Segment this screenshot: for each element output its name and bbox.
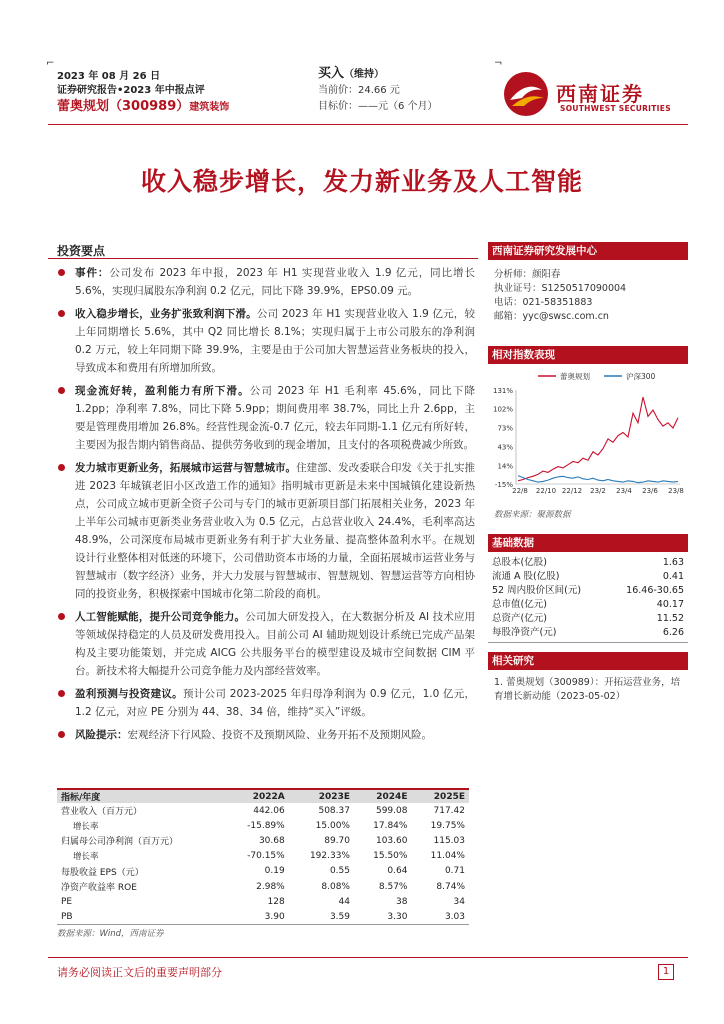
- table-cell: 2.98%: [256, 881, 285, 892]
- table-cell: 89.70: [324, 835, 350, 846]
- highlight-lead: 人工智能赋能，提升公司竞争能力。: [75, 611, 246, 623]
- corner-mark: ¬: [494, 58, 503, 69]
- table-header-row: [57, 789, 469, 803]
- x-tick-label: 23/6: [642, 487, 658, 495]
- table-cell: 每股收益 EPS（元）: [61, 867, 144, 878]
- table-cell: 营业收入（百万元）: [61, 807, 143, 818]
- table-cell: PE: [61, 896, 73, 907]
- analyst-name: 分析师：颜阳春: [494, 269, 561, 280]
- series-line-1: [518, 476, 678, 483]
- series-line-0: [518, 397, 678, 481]
- current-price: 当前价：24.66 元: [318, 85, 400, 96]
- table-cell: 3.90: [227, 909, 289, 924]
- highlight-lead: 风险提示：: [75, 729, 128, 741]
- report-title: 收入稳步增长，发力新业务及人工智能: [140, 167, 583, 196]
- table-cell: 0.64: [387, 866, 408, 877]
- company-name: 蕾奥规划（300989）: [57, 99, 190, 114]
- basic-data-row: [488, 612, 688, 626]
- x-tick-label: 22/8: [512, 487, 528, 495]
- basic-data-value: 6.26: [662, 627, 684, 638]
- table-cell: 38: [396, 896, 408, 907]
- highlight-lead: 盈利预测与投资建议。: [75, 688, 183, 700]
- basic-data-value: 16.46-30.65: [626, 585, 684, 596]
- highlights-heading: 投资要点: [57, 244, 106, 258]
- y-tick-label: 131%: [492, 387, 513, 395]
- basic-data-value: 11.52: [656, 613, 684, 624]
- logo-subtitle: SOUTHWEST SECURITIES: [560, 104, 671, 113]
- highlight-lead: 发力城市更新业务，拓展城市运营与智慧城市。: [75, 462, 297, 474]
- analyst-license: 执业证号：S1250517090004: [494, 283, 627, 294]
- table-cell: 19.75%: [430, 820, 465, 831]
- table-cell: 0.55: [329, 866, 350, 877]
- bullet-icon: [58, 387, 65, 394]
- table-cell: 103.60: [375, 835, 408, 846]
- report-header: [57, 70, 229, 117]
- rating: [318, 66, 438, 83]
- x-tick-label: 23/8: [668, 487, 684, 495]
- highlight-item: [57, 305, 475, 377]
- basic-data-key: 每股净资产(元): [492, 627, 557, 638]
- header-divider: [48, 124, 688, 125]
- chart-source: 数据来源：聚源数据: [494, 510, 571, 520]
- table-cell: 3.03: [411, 909, 469, 924]
- highlight-lead: 事件：: [75, 267, 110, 279]
- highlight-text: 公司 2023 年 H1 实现营业收入 1.9 亿元，较上年同期增长 5.6%，其中 Q2 同比增长 8.1%；实现归属于上市公司股东的净利润 0.2 万元，较上年同期下降 39.9%，主要是由于公司加大智慧运营业务板块的投入，导致成本和费用有所增加所致。: [75, 308, 475, 374]
- y-tick-label: 14%: [497, 462, 513, 471]
- table-cell: 30.68: [258, 835, 285, 846]
- table-cell: -15.89%: [247, 820, 285, 831]
- chart-panel-header: 相对指数表现: [488, 346, 688, 364]
- table-row: [57, 849, 469, 864]
- table-cell: 34: [453, 896, 465, 907]
- report-date: 2023 年 08 月 26 日: [57, 71, 161, 82]
- highlight-item: [57, 382, 475, 454]
- highlights-divider: [48, 258, 478, 259]
- logo-name: 西南证券: [556, 82, 644, 106]
- highlights-list: [57, 264, 475, 749]
- y-tick-label: -15%: [494, 481, 513, 489]
- bullet-icon: [58, 464, 65, 471]
- table-cell: 增长率: [73, 852, 99, 863]
- table-cell: PB: [57, 909, 227, 924]
- table-row: [57, 803, 469, 818]
- column-header: 2022A: [227, 789, 289, 803]
- bullet-icon: [58, 269, 65, 276]
- highlight-text: 住建部、发改委联合印发《关于扎实推进 2023 年城镇老旧小区改造工作的通知》指明城市更新是未来中国城镇化建设新热点，公司成立城市更新全资子公司与专门的城市更新项目部门拓展相关业务，2023 年上半年公司城市更新类业务营业收入为 0.5 亿元，占总营业收入 24.4%，毛利率高达 48.9%，公司深度布局城市更新业务有利于扩大业务量、提高整体盈利水平。在规划设计行业整体相对低迷的环境下，公司借助资本市场的力量，全面拓展城市运营业务与智慧城市（数字经济）业务，并大力发展与智慧城市、智慧规划、智慧运营等方向相协同的投资业务，积极探索中国城市化第二阶段的商机。: [75, 462, 476, 600]
- basic-data-key: 总市值(亿元): [492, 599, 547, 610]
- analyst-email: 邮箱：yyc@swsc.com.cn: [494, 311, 609, 322]
- table-cell: 0.19: [264, 866, 285, 877]
- x-tick-label: 22/12: [561, 487, 583, 495]
- relative-performance-panel: [488, 346, 688, 520]
- table-row: [57, 818, 469, 833]
- table-cell: 717.42: [433, 805, 465, 816]
- y-tick-label: 73%: [497, 424, 513, 433]
- x-tick-label: 23/2: [590, 487, 606, 495]
- basic-data-value: 0.41: [662, 571, 684, 582]
- related-research-item[interactable]: 1. 蕾奥规划（300989）：开拓运营业务，培育增长新动能（2023-05-02）: [494, 677, 681, 702]
- table-cell: 15.00%: [315, 820, 350, 831]
- basic-data-key: 流通 A 股(亿股): [492, 571, 560, 582]
- basic-data-row: [488, 598, 688, 612]
- basic-data-key: 总股本(亿股): [492, 557, 547, 568]
- highlight-text: 公司 2023 年 H1 毛利率 45.6%，同比下降 1.2pp；净利率 7.8%，同比下降 5.9pp；期间费用率 38.7%，同比上升 2.6pp，主要是管理费用增加 26.8%。经营性现金流-0.7 亿元，较去年同期-1.1 亿元有所好转，主要因为报告期内销售商品、提供劳务收到的现金增加，且支付的各项税费减少所致。: [75, 385, 476, 451]
- basic-data-row: [488, 626, 688, 640]
- x-tick-label: 23/4: [616, 487, 632, 495]
- table-cell: 8.08%: [321, 881, 350, 892]
- report-type: 证券研究报告•2023 年中报点评: [57, 85, 205, 96]
- bullet-icon: [58, 731, 65, 738]
- highlight-lead: 现金流好转，盈利能力有所下滑。: [75, 385, 250, 397]
- rating-note: （维持）: [344, 69, 385, 80]
- table-row: [57, 833, 469, 848]
- related-research-header: 相关研究: [488, 652, 688, 670]
- highlight-text: 宏观经济下行风险、投资不及预期风险、业务开拓不及预期风险。: [127, 729, 432, 741]
- forecast-table: [57, 788, 469, 925]
- legend-label: 蕾奥规划: [560, 372, 590, 381]
- target-price: 目标价：——元（6 个月）: [318, 101, 438, 112]
- table-cell: 192.33%: [309, 851, 350, 862]
- table-cell: 8.57%: [378, 881, 408, 892]
- analyst-phone: 电话：021-58351883: [494, 297, 593, 308]
- bullet-icon: [58, 613, 65, 620]
- bullet-icon: [58, 310, 65, 317]
- related-research-panel: [488, 652, 688, 708]
- table-row: [57, 879, 469, 894]
- basic-data-row: [488, 570, 688, 584]
- highlight-lead: 收入稳步增长，业务扩张致利润下滑。: [75, 308, 257, 320]
- highlight-text: 公司加大研发投入，在大数据分析及 AI 技术应用等领域保持稳定的人员及研发费用投入。目前公司 AI 辅助规划设计系统已完成产品架构及主要功能策划，并完成 AICG 公共服务平台的模型建设及城市空间数据 CIM 平台。新技术将大幅提升公司竞争能力及内部经营效率。: [75, 611, 475, 677]
- table-cell: 599.08: [375, 805, 408, 816]
- relative-performance-chart: [488, 364, 688, 504]
- highlight-item: [57, 608, 475, 680]
- highlight-item: [57, 685, 475, 721]
- table-cell: 0.71: [444, 866, 465, 877]
- basic-data-key: 总资产(亿元): [492, 613, 547, 624]
- highlight-item: [57, 459, 475, 603]
- basic-data-row: [488, 556, 688, 570]
- highlight-item: [57, 264, 475, 300]
- table-cell: -70.15%: [247, 851, 285, 862]
- company-line: [57, 98, 229, 117]
- highlight-item: [57, 726, 475, 744]
- table-cell: 8.74%: [436, 881, 465, 892]
- footer-disclaimer: 请务必阅读正文后的重要声明部分: [57, 966, 222, 979]
- table-cell: 17.84%: [373, 820, 408, 831]
- basic-data-row: [488, 584, 688, 598]
- table-cell: 11.04%: [430, 851, 465, 862]
- legend-label: 沪深300: [626, 372, 656, 381]
- table-cell: 115.03: [433, 835, 465, 846]
- table-row: [57, 909, 469, 924]
- rating-value: 买入: [318, 66, 345, 81]
- basic-data-panel: [488, 534, 688, 643]
- analyst-panel: [488, 242, 688, 328]
- table-cell: 44: [338, 896, 350, 907]
- basic-data-value: 1.63: [662, 557, 684, 568]
- highlight-text: 预计公司 2023-2025 年归母净利润为 0.9 亿元，1.0 亿元，1.2 亿元，对应 PE 分别为 44、38、34 倍，维持“买入”评级。: [75, 688, 475, 718]
- highlight-text: 公司发布 2023 年中报，2023 年 H1 实现营业收入 1.9 亿元，同比增长 5.6%，实现归属股东净利润 0.2 亿元，同比下降 39.9%，EPS0.09 元。: [75, 267, 476, 297]
- table-cell: 增长率: [73, 821, 99, 832]
- table-row: [57, 864, 469, 879]
- rating-block: [318, 66, 438, 115]
- table-cell: 归属母公司净利润（百万元）: [61, 837, 179, 848]
- table-cell: 508.37: [318, 805, 350, 816]
- corner-mark: ⌐: [46, 58, 55, 69]
- industry: 建筑装饰: [189, 102, 230, 113]
- column-header: 2025E: [411, 789, 469, 803]
- x-tick-label: 22/10: [535, 487, 557, 495]
- page-number: 1: [658, 964, 674, 980]
- footer-divider: [48, 957, 688, 958]
- table-source: 数据来源：Wind，西南证券: [57, 929, 164, 939]
- bullet-icon: [58, 690, 65, 697]
- y-tick-label: 102%: [492, 405, 513, 414]
- analyst-panel-header: 西南证券研究发展中心: [488, 242, 688, 260]
- basic-data-value: 40.17: [656, 599, 684, 610]
- table-cell: 128: [267, 896, 285, 907]
- table-cell: 442.06: [253, 805, 285, 816]
- analyst-info: [488, 260, 688, 328]
- y-tick-label: 43%: [497, 443, 513, 452]
- column-header: 指标/年度: [57, 789, 227, 803]
- table-row: [57, 894, 469, 909]
- basic-data-key: 52 周内股价区间(元): [492, 585, 582, 596]
- column-header: 2024E: [354, 789, 411, 803]
- table-cell: 净资产收益率 ROE: [61, 883, 137, 894]
- table-cell: 15.50%: [373, 851, 408, 862]
- basic-data-header: 基础数据: [488, 534, 688, 552]
- table-cell: 3.59: [289, 909, 354, 924]
- basic-data-list: [488, 552, 688, 643]
- table-cell: 3.30: [354, 909, 411, 924]
- column-header: 2023E: [289, 789, 354, 803]
